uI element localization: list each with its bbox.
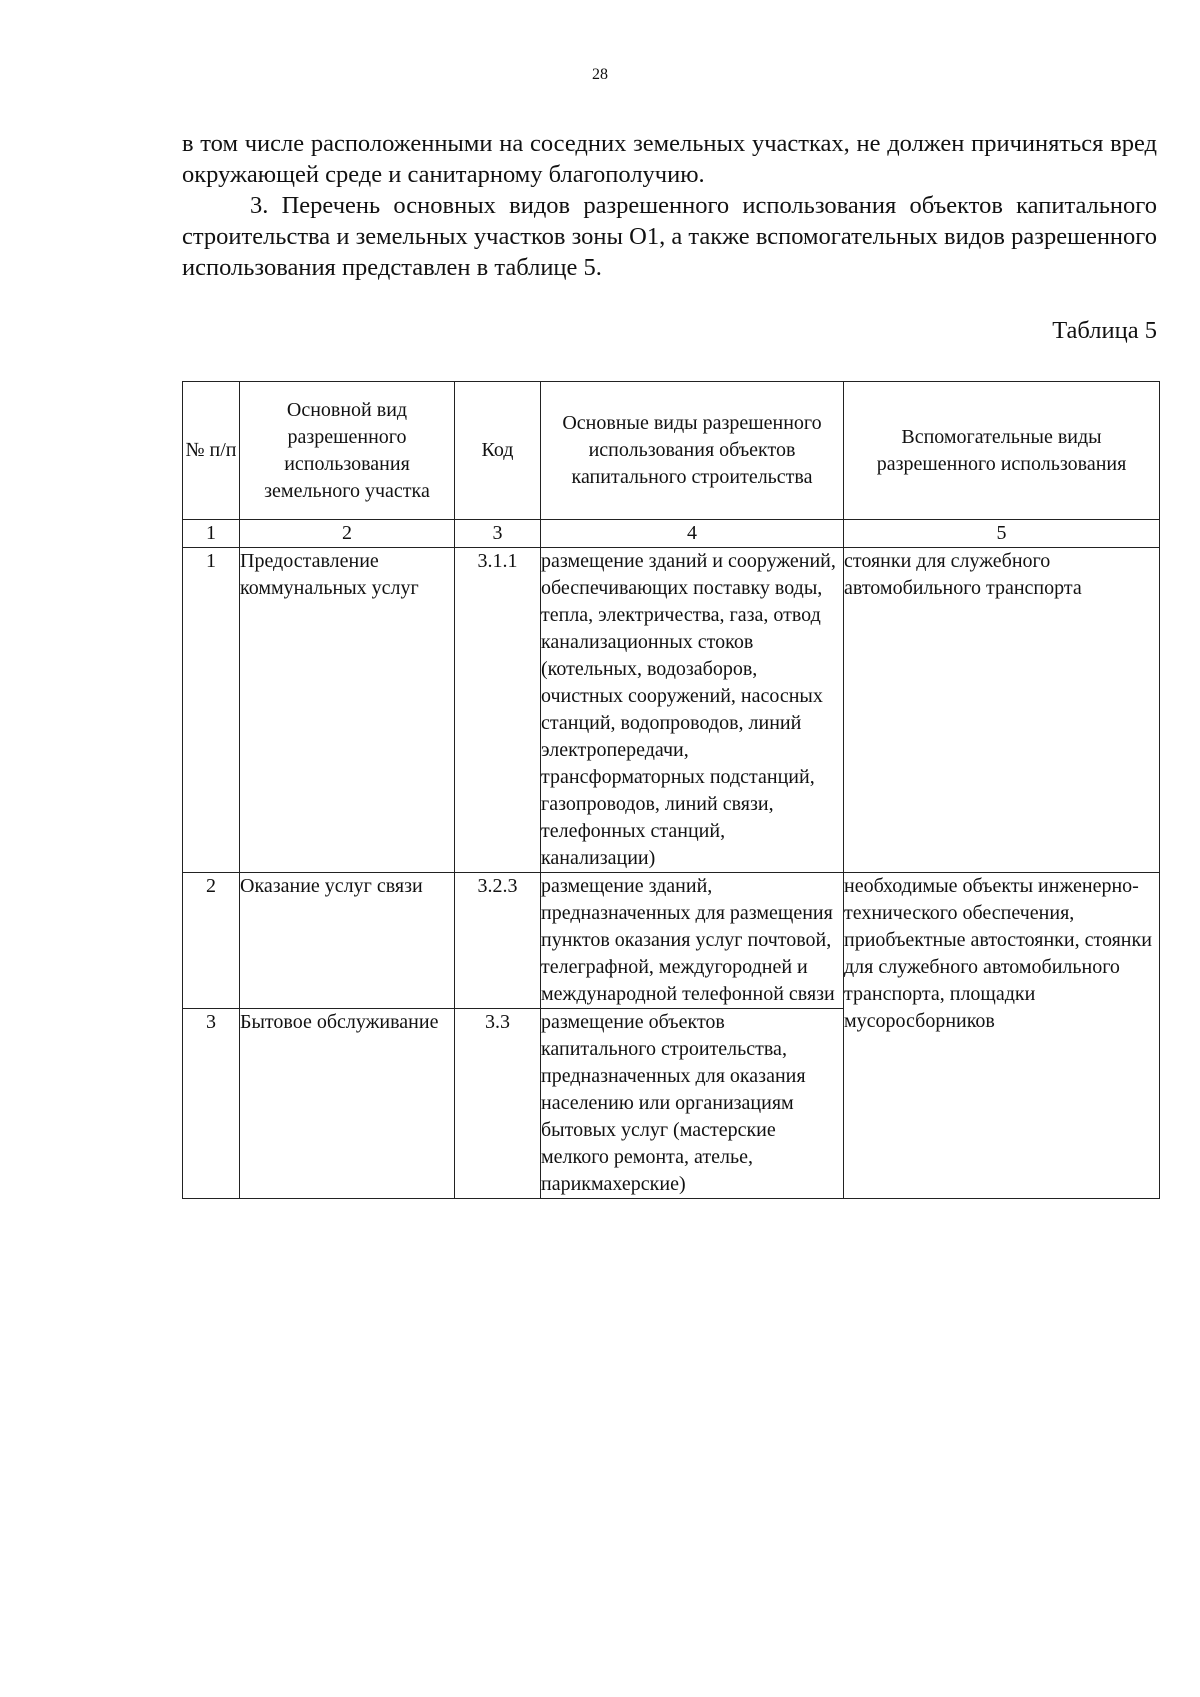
- column-number: 5: [844, 520, 1160, 548]
- land-use-code: 3.2.3: [455, 873, 541, 1009]
- column-number-row: [183, 520, 1160, 548]
- column-number: 1: [183, 520, 240, 548]
- land-use-code: 3.3: [455, 1009, 541, 1199]
- column-number: 2: [240, 520, 455, 548]
- header-main-land-use: Основной вид разрешенного использования земельного участка: [240, 382, 455, 520]
- main-use-description: размещение зданий и сооружений, обеспечивающих поставку воды, тепла, электричества, газа, отвод канализационных стоков (котельных, водозаборов, очистных сооружений, насосных станций, водопроводов, линий электропередачи, трансформаторных подстанций, газопроводов, линий связи, телефонных станций, канализации): [541, 548, 844, 873]
- auxiliary-use-description: стоянки для служебного автомобильного транспорта: [844, 548, 1160, 873]
- land-use-table: [182, 381, 1160, 1199]
- auxiliary-use-description: необходимые объекты инженерно-технического обеспечения, приобъектные автостоянки, стоянки для служебного автомобильного транспорта, площадки мусоросборников: [844, 873, 1160, 1199]
- header-number: № п/п: [183, 382, 240, 520]
- header-auxiliary-use: Вспомогательные виды разрешенного использования: [844, 382, 1160, 520]
- main-use-description: размещение объектов капитального строительства, предназначенных для оказания населению или организациям бытовых услуг (мастерские мелкого ремонта, ателье, парикмахерские): [541, 1009, 844, 1199]
- page-number: 28: [592, 66, 608, 83]
- table-row: [183, 548, 1160, 873]
- paragraph-item-3: 3. Перечень основных видов разрешенного использования объектов капитального строительства и земельных участков зоны О1, а также вспомогательных видов разрешенного использования представлен в таблице 5.: [182, 192, 1157, 281]
- column-number: 3: [455, 520, 541, 548]
- row-number: 2: [183, 873, 240, 1009]
- row-number: 1: [183, 548, 240, 873]
- paragraph-continuation: в том числе расположенными на соседних земельных участках, не должен причиняться вред окружающей среде и санитарному благополучию.: [182, 130, 1157, 188]
- land-use-type: Предоставление коммунальных услуг: [240, 548, 455, 873]
- land-use-type: Бытовое обслуживание: [240, 1009, 455, 1199]
- main-use-description: размещение зданий, предназначенных для размещения пунктов оказания услуг почтовой, телеграфной, междугородней и международной телефонной связи: [541, 873, 844, 1009]
- column-number: 4: [541, 520, 844, 548]
- header-code: Код: [455, 382, 541, 520]
- land-use-type: Оказание услуг связи: [240, 873, 455, 1009]
- table-row: [183, 873, 1160, 1009]
- header-main-building-use: Основные виды разрешенного использования объектов капитального строительства: [541, 382, 844, 520]
- row-number: 3: [183, 1009, 240, 1199]
- land-use-code: 3.1.1: [455, 548, 541, 873]
- body-text: [182, 128, 1157, 283]
- table-caption: Таблица 5: [1052, 317, 1157, 344]
- table-header-row: [183, 382, 1160, 520]
